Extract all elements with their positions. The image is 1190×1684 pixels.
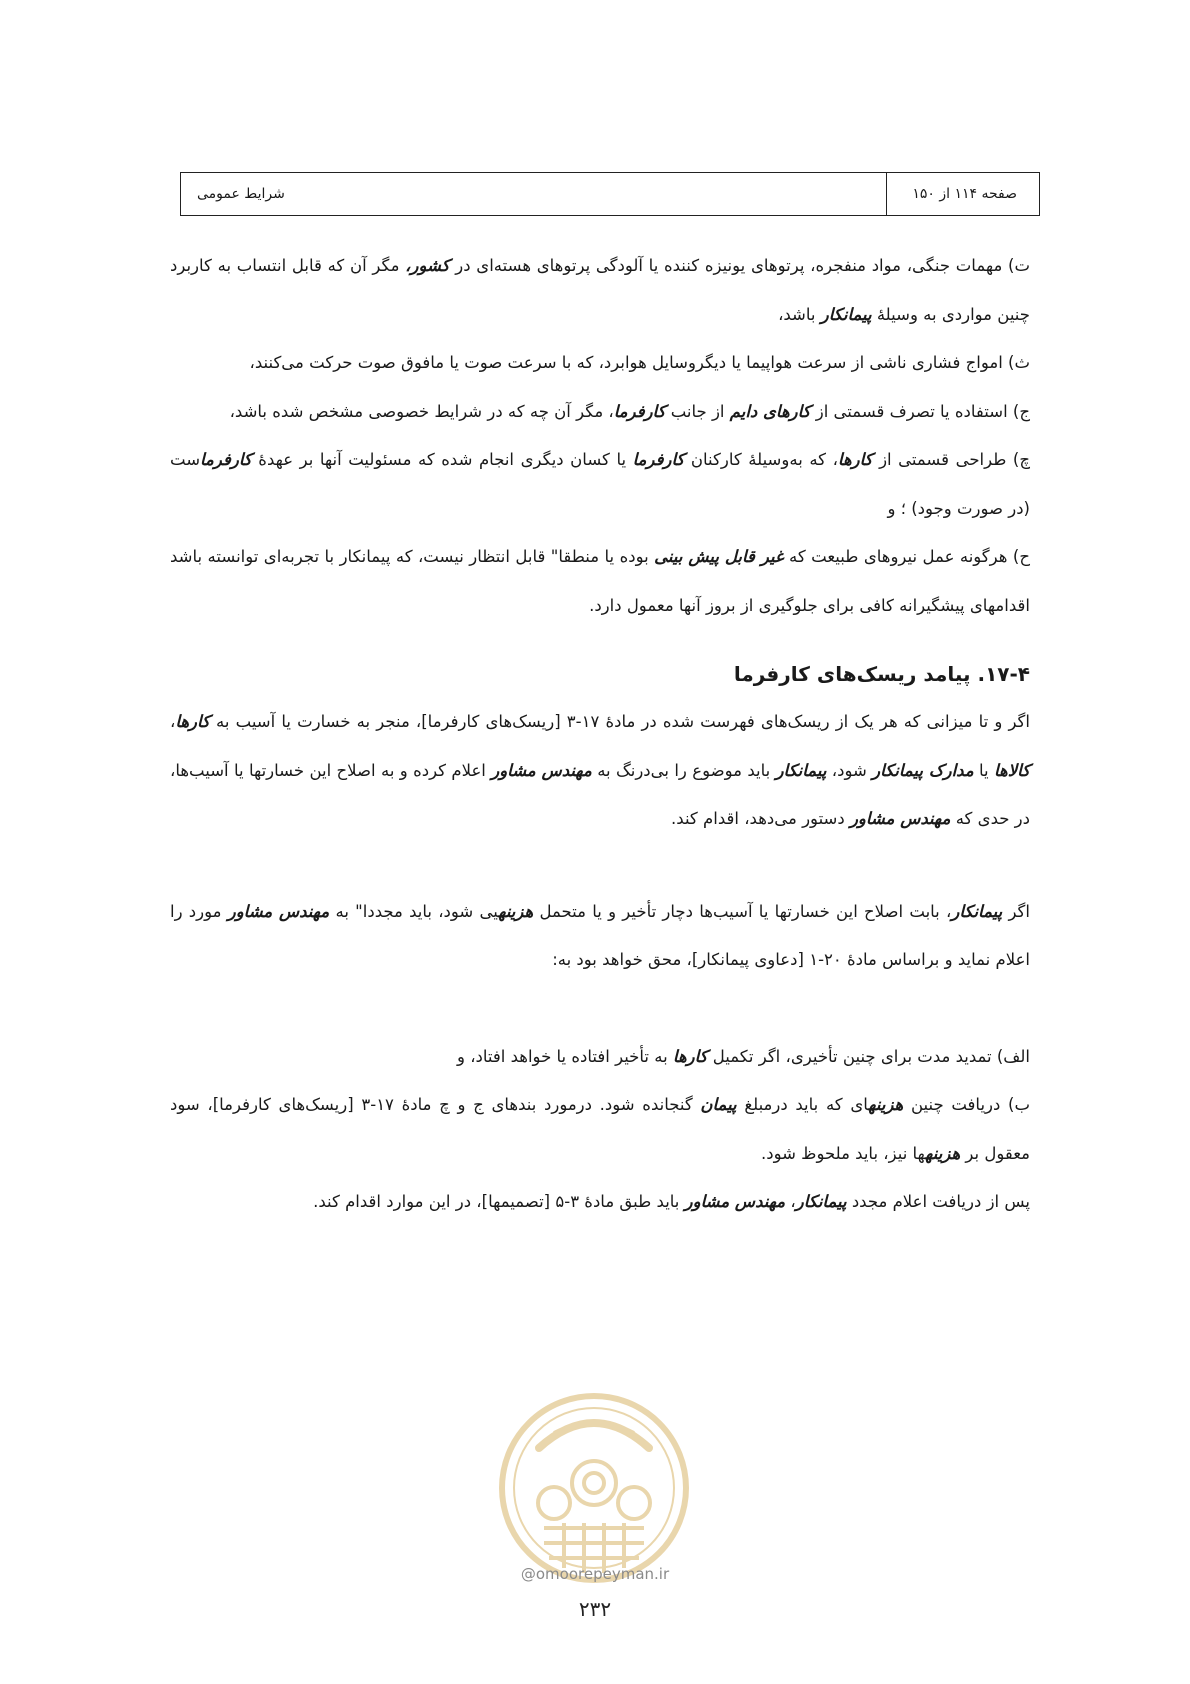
keyword: کارها [672,1046,708,1066]
list-item-che: چ) طراحی قسمتی از کارها، که به‌وسیلهٔ کارکنان کارفرما یا کسان دیگری انجام شده که مسئولیت آنها بر عهدهٔ کارفرماست (در صورت وجود) ؛ و [170,450,1030,518]
keyword: پیمان [700,1095,737,1114]
keyword: کارها [175,712,210,731]
keyword: کارفرما [613,401,666,421]
paragraph-consequence: اگر و تا میزانی که هر یک از ریسک‌های فهرست شده در مادهٔ ۱۷-۳ [ریسک‌های کارفرما]، منجر به خسارت یا آسیب به کارها، کالاها یا مدارک پیمانکار شود، پیمانکار باید موضوع را بی‌درنگ به مهندس مشاور اعلام کرده و به اصلاح این خسارتها یا آسیب‌ها، در حدی که مهندس مشاور دستور می‌دهد، اقدام کند. [170,712,1031,828]
page-header [180,172,1040,216]
keyword: مهندس مشاور [491,760,592,780]
keyword: پیمانکار [775,760,827,780]
section-title-cell [181,173,886,215]
website-label: @omoorepeyman.ir [520,1565,670,1583]
spacer [170,985,1030,1033]
list-item-te: ت) مهمات جنگی، مواد منفجره، پرتوهای یونیزه کننده یا آلودگی پرتوهای هسته‌ای در کشور، مگر آن که قابل انتساب به کاربرد چنین مواردی به وسیلهٔ پیمانکار باشد، [170,256,1030,324]
page-count-label: صفحه ۱۱۴ از ۱۵۰ [912,186,1017,202]
keyword: پیمانکار [795,1192,847,1211]
keyword: هزینه [925,1143,961,1163]
spacer [170,844,1030,888]
keyword: کارفرما [632,450,685,469]
keyword: مهندس مشاور [684,1192,786,1211]
keyword: مهندس مشاور [849,809,951,828]
paragraph-claim: اگر پیمانکار، بابت اصلاح این خسارتها یا آسیب‌ها دچار تأخیر و یا متحمل هزینهیی شود، باید مجددا" به مهندس مشاور مورد را اعلام نماید و براساس مادهٔ ۲۰-۱ [دعاوی پیمانکار]، محق خواهد بود به: [170,901,1030,969]
list-item-jim: ج) استفاده یا تصرف قسمتی از کارهای دایم از جانب کارفرما، مگر آن چه که در شرایط خصوصی مشخص شده باشد، [229,401,1030,421]
document-body [170,242,1030,1227]
page-count-cell [886,173,1039,215]
keyword: پیمانکار [820,304,872,324]
list-item-se: ث) امواج فشاری ناشی از سرعت هواپیما یا دیگروسایل هوابرد، که با سرعت صوت یا مافوق صوت حرکت می‌کنند، [249,353,1030,372]
section-heading: ۱۷-۴. پیامد ریسک‌های کارفرما [733,662,1030,686]
paragraph-determination: پس از دریافت اعلام مجدد پیمانکار، مهندس مشاور باید طبق مادهٔ ۳-۵ [تصمیمها]، در این موارد اقدام کند. [313,1192,1030,1211]
keyword: غیر قابل پیش بینی [654,547,784,566]
keyword: هزینه [498,901,534,921]
list-item-be: ب) دریافت چنین هزینهای که باید درمبلغ پیمان گنجانده شود. درمورد بندهای ج و چ مادهٔ ۱۷-۳ [ریسک‌های کارفرما]، سود معقول بر هزینهها نیز، باید ملحوظ شود. [170,1095,1031,1163]
keyword: کارهای دایم [729,401,811,421]
keyword: هزینه [868,1095,904,1114]
keyword: کالاها [994,760,1031,780]
keyword: پیمانکار [951,901,1003,921]
list-item-he: ح) هرگونه عمل نیروهای طبیعت که غیر قابل پیش بینی بوده یا منطقا" قابل انتظار نیست، که پیمانکار با تجربه‌ای توانسته باشد اقدامهای پیشگیرانه کافی برای جلوگیری از بروز آنها معمول دارد. [170,547,1030,615]
page-number: ۲۳۲ [578,1597,612,1621]
keyword: کارها [837,450,873,469]
keyword: کارفرما [200,450,252,469]
section-title-label: شرایط عمومی [197,186,285,202]
keyword: کشور، [405,256,450,275]
list-item-alef: الف) تمدید مدت برای چنین تأخیری، اگر تکمیل کارها به تأخیر افتاده یا خواهد افتاد، و [456,1046,1030,1066]
keyword: مدارک پیمانکار [872,760,974,780]
keyword: مهندس مشاور [227,901,330,921]
